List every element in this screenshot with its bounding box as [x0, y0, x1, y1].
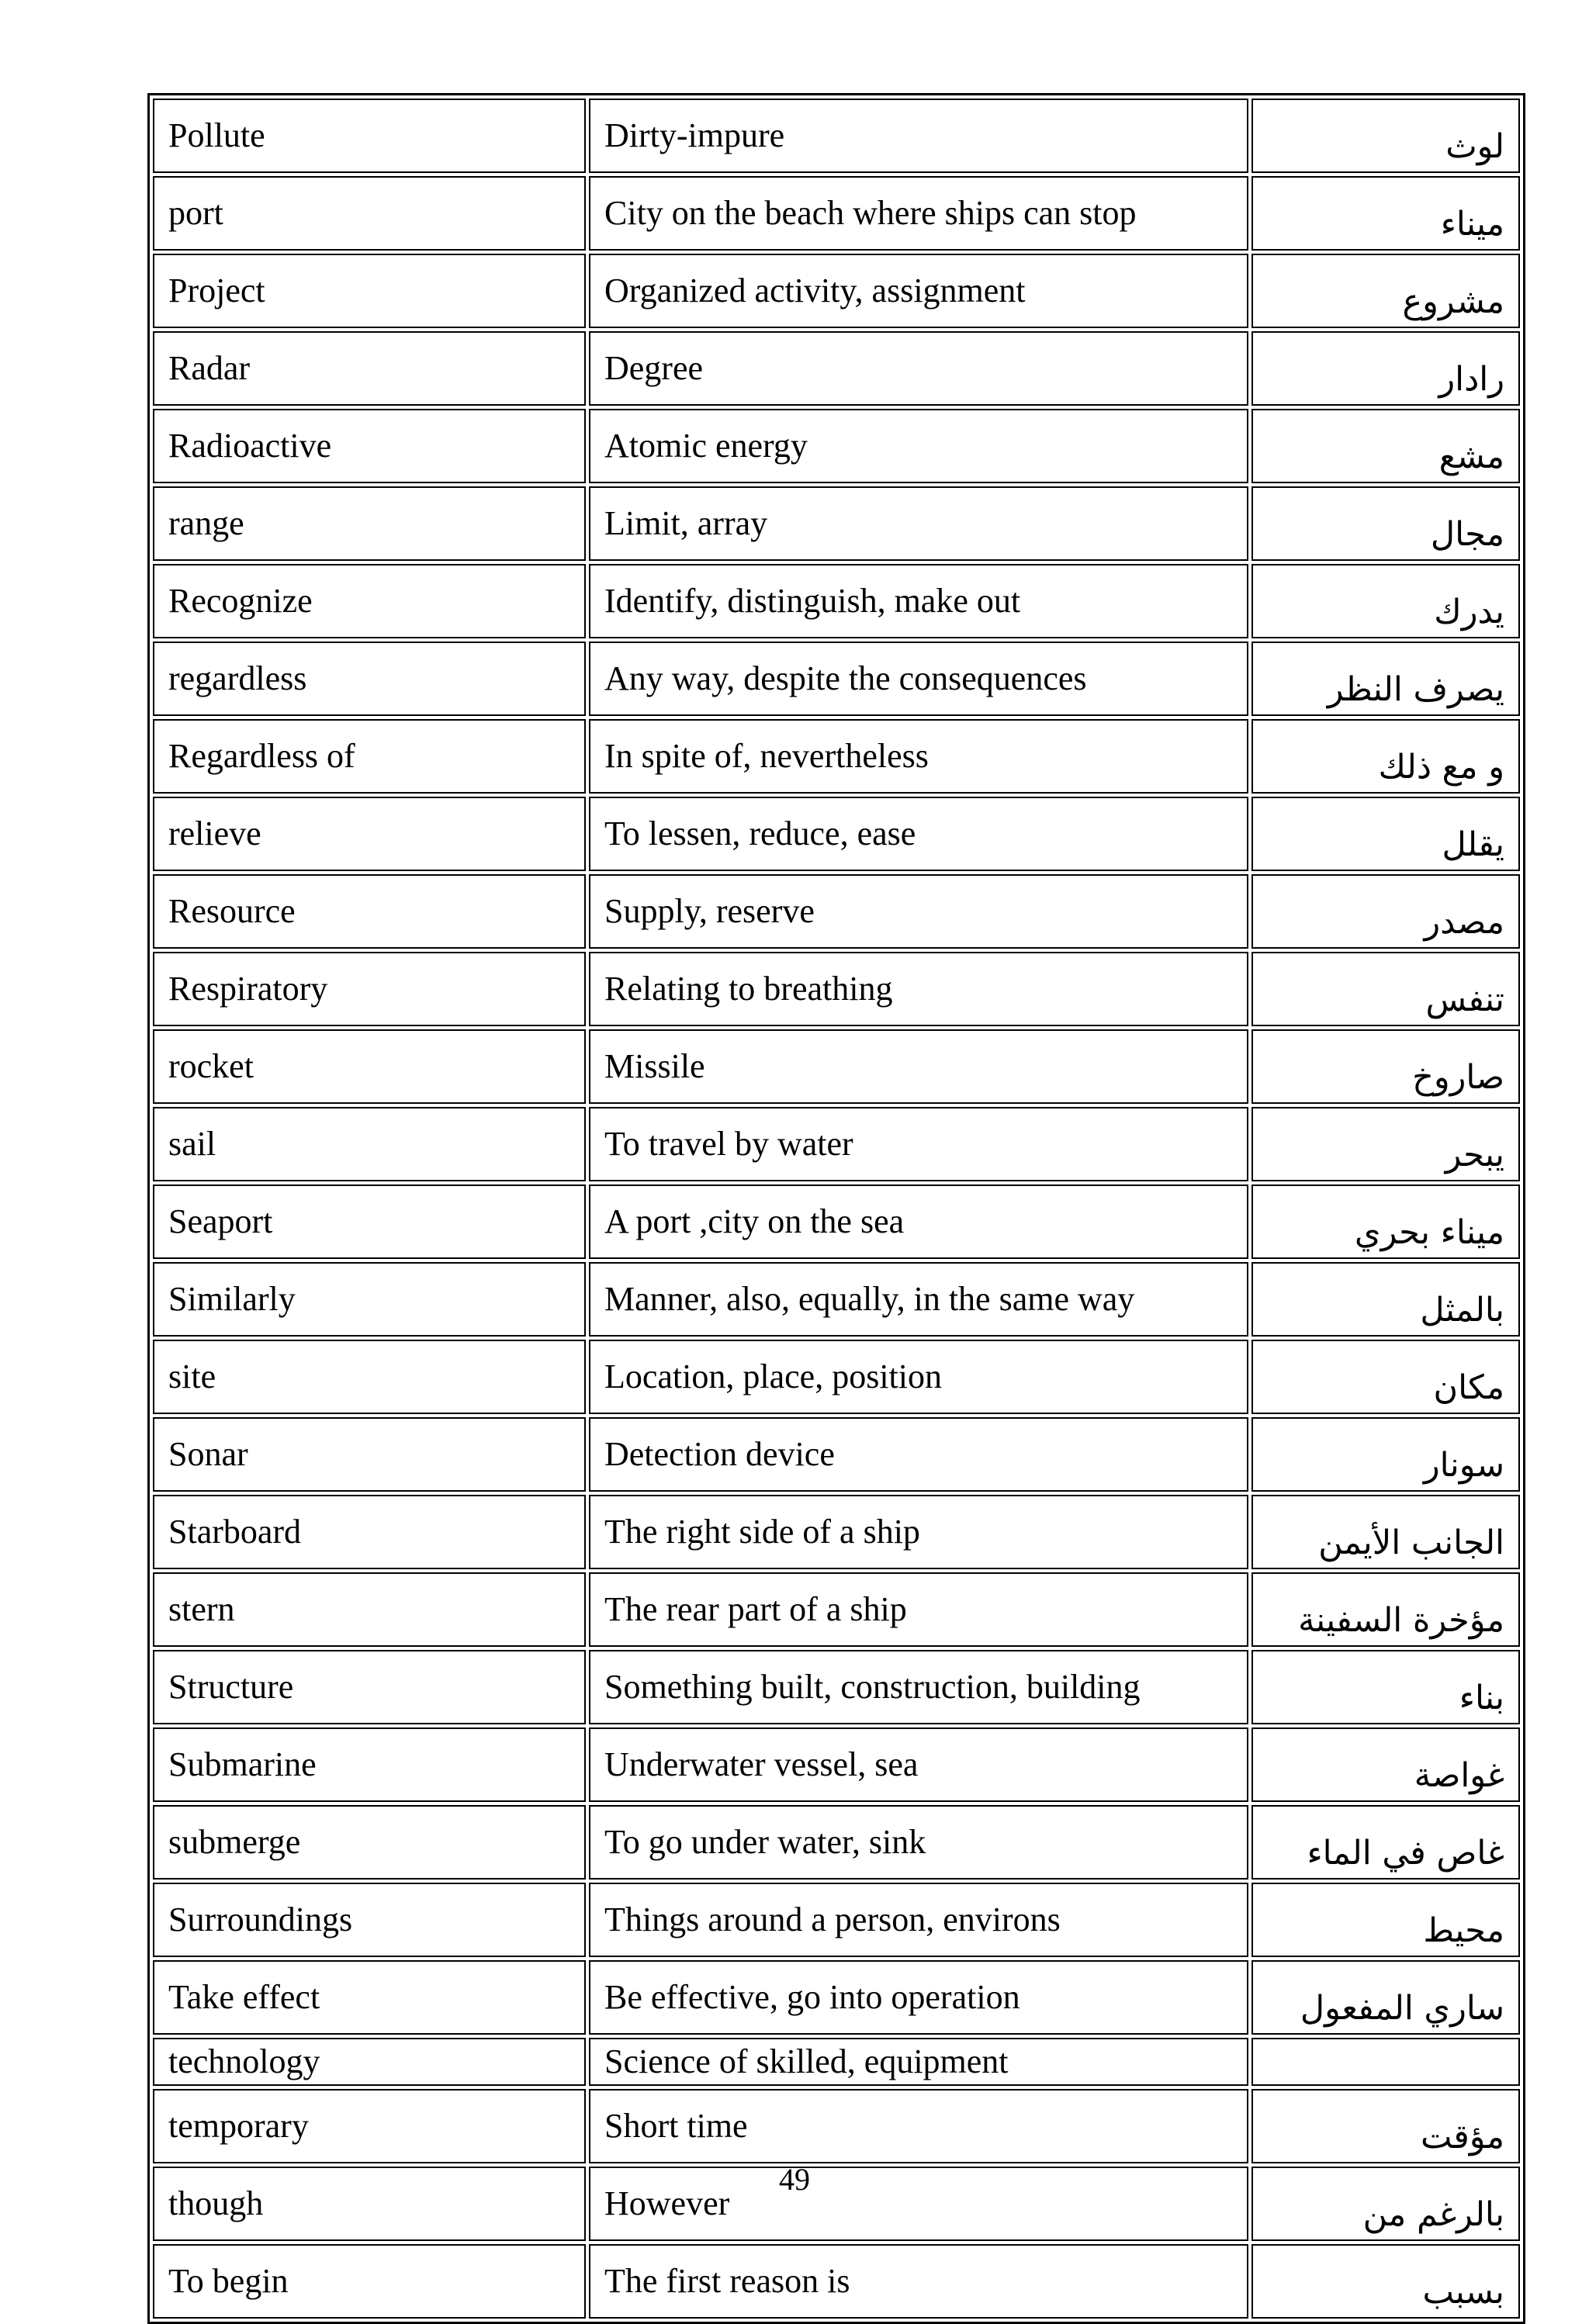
- arabic-translation-cell: سونار: [1251, 1417, 1520, 1492]
- table-row: [153, 797, 1520, 871]
- definition-cell: Science of skilled, equipment: [589, 2038, 1248, 2086]
- word-cell: Surroundings: [153, 1883, 586, 1957]
- definition-cell: Dirty-impure: [589, 99, 1248, 173]
- word-cell: Resource: [153, 874, 586, 949]
- definition-cell: To lessen, reduce, ease: [589, 797, 1248, 871]
- word-cell: Submarine: [153, 1727, 586, 1802]
- table-row: [153, 2089, 1520, 2163]
- table-row: [153, 1029, 1520, 1104]
- page-number: 49: [779, 2162, 810, 2197]
- arabic-translation-cell: غاص في الماء: [1251, 1805, 1520, 1880]
- word-cell: Pollute: [153, 99, 586, 173]
- word-cell: Sonar: [153, 1417, 586, 1492]
- arabic-translation-cell: بالرغم من: [1251, 2167, 1520, 2241]
- word-cell: sail: [153, 1107, 586, 1181]
- table-row: [153, 1495, 1520, 1569]
- table-row: [153, 176, 1520, 251]
- arabic-translation-cell: لوث: [1251, 99, 1520, 173]
- word-cell: relieve: [153, 797, 586, 871]
- word-cell: site: [153, 1340, 586, 1414]
- arabic-translation-cell: مؤخرة السفينة: [1251, 1572, 1520, 1647]
- word-cell: submerge: [153, 1805, 586, 1880]
- definition-cell: Limit, array: [589, 486, 1248, 561]
- word-cell: though: [153, 2167, 586, 2241]
- table-row: [153, 99, 1520, 173]
- table-row: [153, 1572, 1520, 1647]
- arabic-translation-cell: [1251, 2038, 1520, 2086]
- word-cell: stern: [153, 1572, 586, 1647]
- word-cell: Structure: [153, 1650, 586, 1724]
- table-row: [153, 486, 1520, 561]
- definition-cell: Something built, construction, building: [589, 1650, 1248, 1724]
- definition-cell: Be effective, go into operation: [589, 1960, 1248, 2035]
- arabic-translation-cell: بالمثل: [1251, 1262, 1520, 1337]
- word-cell: To begin: [153, 2244, 586, 2319]
- table-row: [153, 1107, 1520, 1181]
- word-cell: Radioactive: [153, 409, 586, 483]
- table-row: [153, 409, 1520, 483]
- definition-cell: In spite of, nevertheless: [589, 719, 1248, 794]
- arabic-translation-cell: مكان: [1251, 1340, 1520, 1414]
- arabic-translation-cell: يدرك: [1251, 564, 1520, 638]
- table-row: [153, 331, 1520, 406]
- arabic-translation-cell: رادار: [1251, 331, 1520, 406]
- definition-cell: Manner, also, equally, in the same way: [589, 1262, 1248, 1337]
- arabic-translation-cell: غواصة: [1251, 1727, 1520, 1802]
- definition-cell: To travel by water: [589, 1107, 1248, 1181]
- word-cell: rocket: [153, 1029, 586, 1104]
- table-row: [153, 1805, 1520, 1880]
- table-row: [153, 952, 1520, 1026]
- definition-cell: Supply, reserve: [589, 874, 1248, 949]
- arabic-translation-cell: يقلل: [1251, 797, 1520, 871]
- definition-cell: Organized activity, assignment: [589, 254, 1248, 328]
- vocabulary-table: [147, 93, 1525, 2324]
- arabic-translation-cell: محيط: [1251, 1883, 1520, 1957]
- definition-cell: A port ,city on the sea: [589, 1184, 1248, 1259]
- definition-cell: Identify, distinguish, make out: [589, 564, 1248, 638]
- word-cell: Seaport: [153, 1184, 586, 1259]
- arabic-translation-cell: مصدر: [1251, 874, 1520, 949]
- table-row: [153, 1883, 1520, 1957]
- definition-cell: Atomic energy: [589, 409, 1248, 483]
- arabic-translation-cell: ساري المفعول: [1251, 1960, 1520, 2035]
- table-row: [153, 254, 1520, 328]
- definition-cell: Things around a person, environs: [589, 1883, 1248, 1957]
- table-row: [153, 1340, 1520, 1414]
- definition-cell: Relating to breathing: [589, 952, 1248, 1026]
- table-row: [153, 1727, 1520, 1802]
- table-row: [153, 564, 1520, 638]
- arabic-translation-cell: يصرف النظر: [1251, 642, 1520, 716]
- word-cell: Respiratory: [153, 952, 586, 1026]
- word-cell: Similarly: [153, 1262, 586, 1337]
- word-cell: Radar: [153, 331, 586, 406]
- arabic-translation-cell: مؤقت: [1251, 2089, 1520, 2163]
- arabic-translation-cell: يبحر: [1251, 1107, 1520, 1181]
- definition-cell: The rear part of a ship: [589, 1572, 1248, 1647]
- definition-cell: Detection device: [589, 1417, 1248, 1492]
- definition-cell: Any way, despite the consequences: [589, 642, 1248, 716]
- arabic-translation-cell: مجال: [1251, 486, 1520, 561]
- table-row: [153, 2038, 1520, 2086]
- definition-cell: Missile: [589, 1029, 1248, 1104]
- definition-cell: However: [589, 2167, 1248, 2241]
- definition-cell: Location, place, position: [589, 1340, 1248, 1414]
- table-row: [153, 2244, 1520, 2319]
- table-row: [153, 1960, 1520, 2035]
- table-row: [153, 1650, 1520, 1724]
- word-cell: Take effect: [153, 1960, 586, 2035]
- vocabulary-table-body: [153, 99, 1520, 2319]
- word-cell: regardless: [153, 642, 586, 716]
- table-row: [153, 874, 1520, 949]
- table-row: [153, 1184, 1520, 1259]
- table-row: [153, 1262, 1520, 1337]
- word-cell: port: [153, 176, 586, 251]
- arabic-translation-cell: ميناء: [1251, 176, 1520, 251]
- arabic-translation-cell: بسبب: [1251, 2244, 1520, 2319]
- table-row: [153, 719, 1520, 794]
- word-cell: temporary: [153, 2089, 586, 2163]
- definition-cell: The right side of a ship: [589, 1495, 1248, 1569]
- arabic-translation-cell: بناء: [1251, 1650, 1520, 1724]
- table-row: [153, 642, 1520, 716]
- definition-cell: To go under water, sink: [589, 1805, 1248, 1880]
- table-row: [153, 1417, 1520, 1492]
- arabic-translation-cell: ميناء بحري: [1251, 1184, 1520, 1259]
- arabic-translation-cell: تنفس: [1251, 952, 1520, 1026]
- definition-cell: Short time: [589, 2089, 1248, 2163]
- word-cell: Regardless of: [153, 719, 586, 794]
- word-cell: Recognize: [153, 564, 586, 638]
- word-cell: range: [153, 486, 586, 561]
- arabic-translation-cell: و مع ذلك: [1251, 719, 1520, 794]
- arabic-translation-cell: مشروع: [1251, 254, 1520, 328]
- arabic-translation-cell: الجانب الأيمن: [1251, 1495, 1520, 1569]
- word-cell: technology: [153, 2038, 586, 2086]
- arabic-translation-cell: صاروخ: [1251, 1029, 1520, 1104]
- definition-cell: Underwater vessel, sea: [589, 1727, 1248, 1802]
- definition-cell: The first reason is: [589, 2244, 1248, 2319]
- arabic-translation-cell: مشع: [1251, 409, 1520, 483]
- word-cell: Project: [153, 254, 586, 328]
- word-cell: Starboard: [153, 1495, 586, 1569]
- definition-cell: Degree: [589, 331, 1248, 406]
- definition-cell: City on the beach where ships can stop: [589, 176, 1248, 251]
